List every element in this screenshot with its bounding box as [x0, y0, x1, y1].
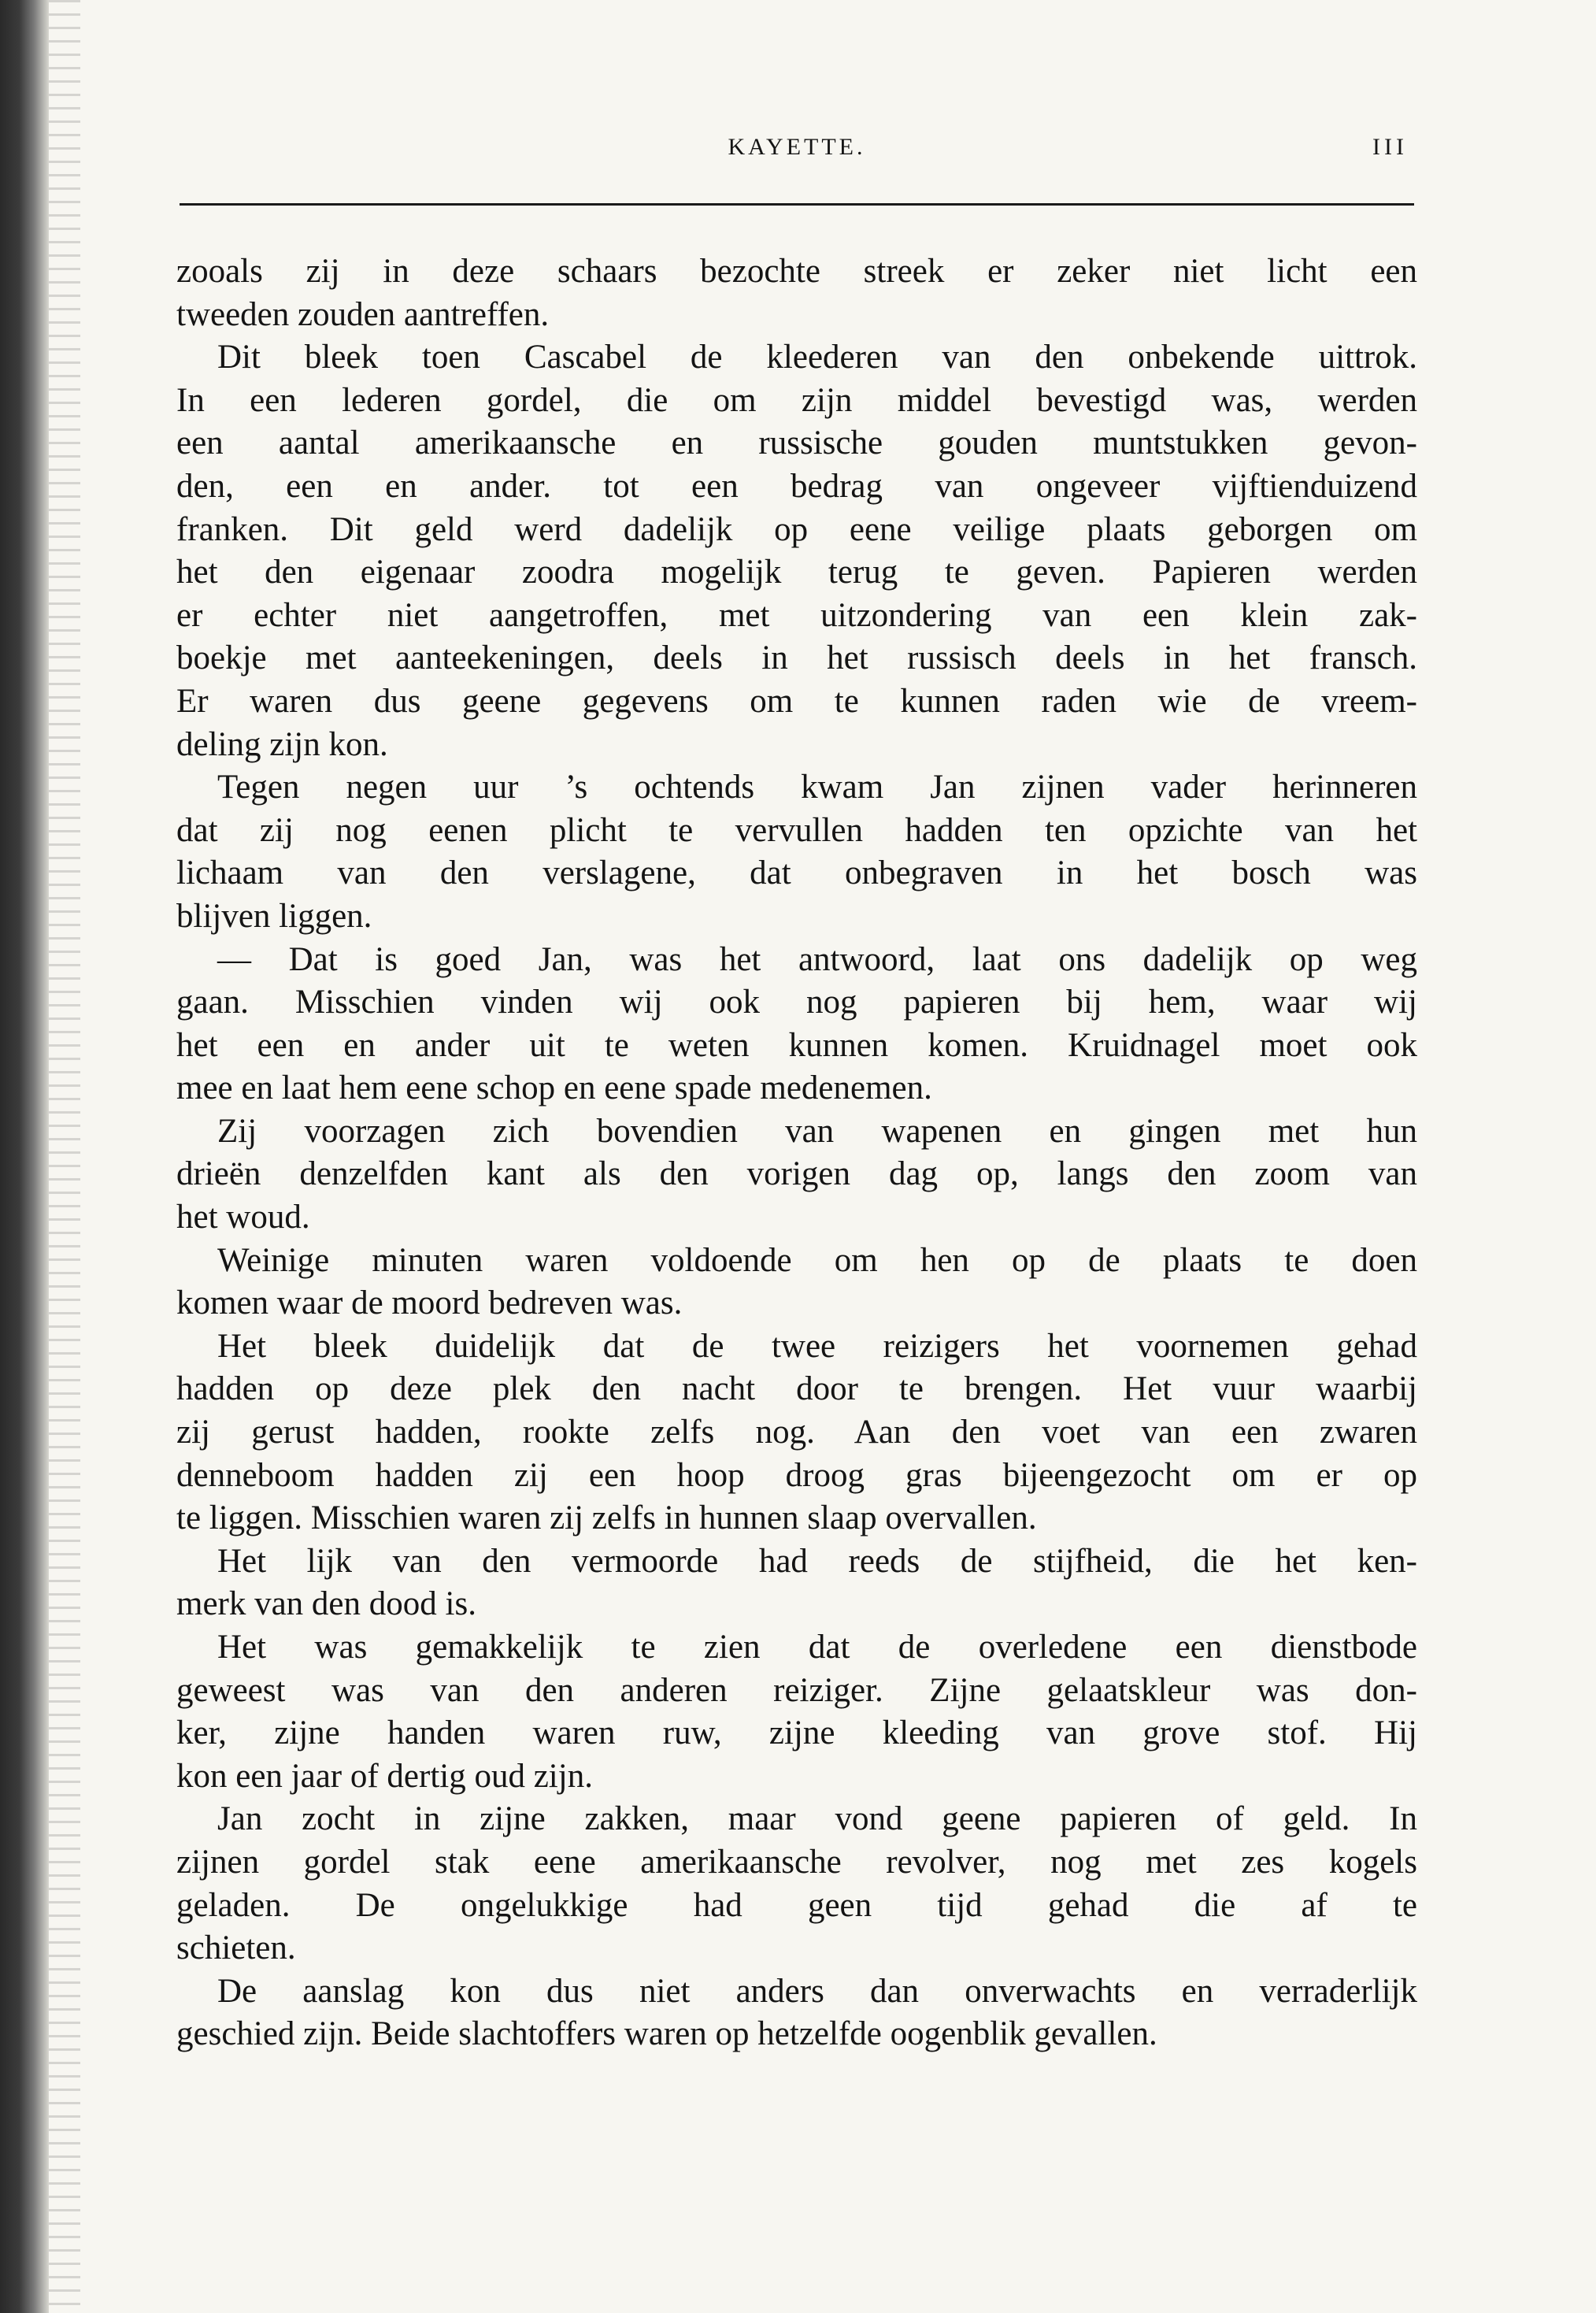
text-line: gaan. Misschien vinden wij ook nog papieren bij hem, waar wij: [176, 984, 1417, 1021]
text-line: Weinige minuten waren voldoende om hen op de plaats te doen: [217, 1241, 1417, 1279]
text-line: lichaam van den verslagene, dat onbegraven in het bosch was: [176, 854, 1417, 892]
text-line: tweeden zouden aantreffen.: [176, 295, 550, 333]
text-line: geweest was van den anderen reiziger. Zijne gelaatskleur was don-: [176, 1671, 1417, 1709]
text-line: zooals zij in deze schaars bezochte streek er zeker niet licht een: [176, 253, 1417, 290]
text-line: dat zij nog eenen plicht te vervullen hadden ten opzichte van het: [176, 811, 1417, 849]
text-line: geladen. De ongelukkige had geen tijd gehad die af te: [176, 1886, 1417, 1924]
spine-speckle: [49, 0, 80, 2313]
text-line: franken. Dit geld werd dadelijk op eene veilige plaats geborgen om: [176, 510, 1417, 548]
text-line: merk van den dood is.: [176, 1585, 476, 1623]
text-line: zijnen gordel stak eene amerikaansche revolver, nog met zes kogels: [176, 1843, 1417, 1881]
book-spine-shadow: [0, 0, 49, 2313]
text-line: boekje met aanteekeningen, deels in het russisch deels in het fransch.: [176, 639, 1417, 677]
running-head: [180, 134, 1414, 165]
header-rule: [180, 203, 1414, 206]
text-line: Dit bleek toen Cascabel de kleederen van den onbekende uittrok.: [217, 339, 1417, 376]
text-line: Tegen negen uur ’s ochtends kwam Jan zijnen vader herinneren: [217, 769, 1417, 806]
text-line: Het was gemakkelijk te zien dat de overledene een dienstbode: [217, 1629, 1417, 1666]
running-title: KAYETTE.: [728, 134, 866, 160]
text-line: het een en ander uit te weten kunnen komen. Kruidnagel moet ook: [176, 1026, 1417, 1064]
text-line: te liggen. Misschien waren zij zelfs in hunnen slaap overvallen.: [176, 1499, 1037, 1537]
text-line: Het bleek duidelijk dat de twee reizigers het voornemen gehad: [217, 1327, 1417, 1365]
text-line: een aantal amerikaansche en russische gouden muntstukken gevon-: [176, 424, 1417, 462]
text-line: het den eigenaar zoodra mogelijk terug te geven. Papieren werden: [176, 554, 1417, 591]
text-line: mee en laat hem eene schop en eene spade medenemen.: [176, 1069, 932, 1107]
text-line: kon een jaar of dertig oud zijn.: [176, 1757, 593, 1795]
text-line: komen waar de moord bedreven was.: [176, 1284, 683, 1322]
text-line: hadden op deze plek den nacht door te brengen. Het vuur waarbij: [176, 1370, 1417, 1408]
text-line: Jan zocht in zijne zakken, maar vond geene papieren of geld. In: [217, 1800, 1417, 1838]
text-line: Het lijk van den vermoorde had reeds de stijfheid, die het ken-: [217, 1542, 1417, 1580]
text-line: drieën denzelfden kant als den vorigen dag op, langs den zoom van: [176, 1155, 1417, 1193]
text-line: er echter niet aangetroffen, met uitzondering van een klein zak-: [176, 596, 1417, 634]
text-line: ker, zijne handen waren ruw, zijne kleeding van grove stof. Hij: [176, 1714, 1417, 1752]
text-line: den, een en ander. tot een bedrag van ongeveer vijftienduizend: [176, 467, 1417, 505]
text-line: blijven liggen.: [176, 897, 372, 935]
text-line: — Dat is goed Jan, was het antwoord, laat ons dadelijk op weg: [217, 940, 1417, 978]
text-line: zij gerust hadden, rookte zelfs nog. Aan den voet van een zwaren: [176, 1414, 1417, 1451]
text-line: denneboom hadden zij een hoop droog gras bijeengezocht om er op: [176, 1456, 1417, 1494]
text-line: geschied zijn. Beide slachtoffers waren op hetzelfde oogenblik gevallen.: [176, 2015, 1157, 2053]
text-line: het woud.: [176, 1199, 310, 1236]
text-line: schieten.: [176, 1929, 296, 1967]
text-line: De aanslag kon dus niet anders dan onverwachts en verraderlijk: [217, 1972, 1417, 2010]
text-line: deling zijn kon.: [176, 725, 388, 763]
text-line: Zij voorzagen zich bovendien van wapenen en gingen met hun: [217, 1112, 1417, 1150]
body-text: [176, 250, 1417, 2056]
text-line: Er waren dus geene gegevens om te kunnen raden wie de vreem-: [176, 682, 1417, 720]
page-number: III: [1372, 134, 1408, 160]
text-line: In een lederen gordel, die om zijn middel bevestigd was, werden: [176, 381, 1417, 419]
